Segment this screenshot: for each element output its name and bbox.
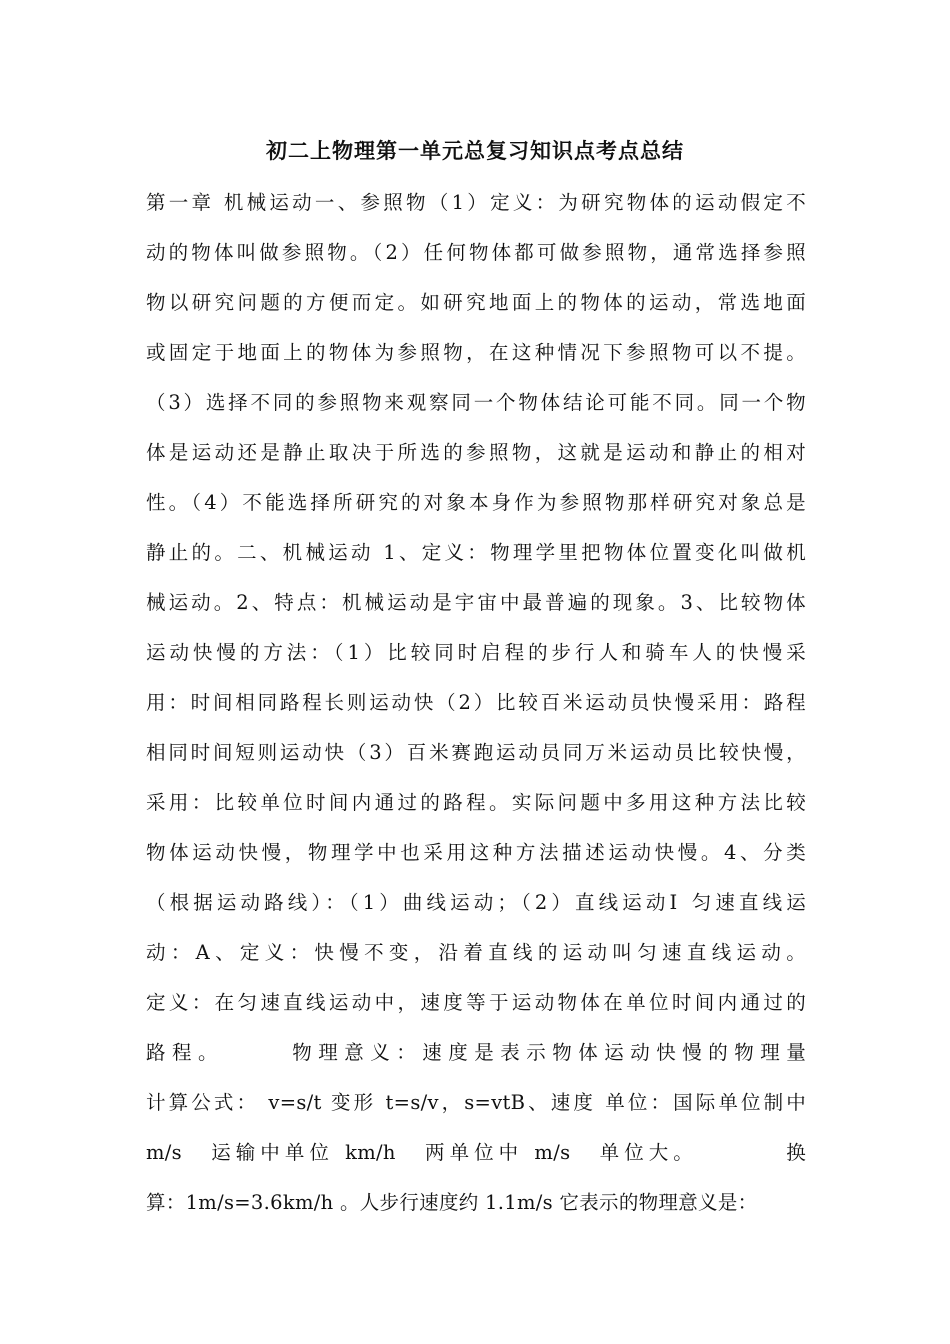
body-line-4: 或固定于地面上的物体为参照物，在这种情况下参照物可以不提。	[146, 341, 806, 364]
body-line-13: 采用：比较单位时间内通过的路程。实际问题中多用这种方法比较	[146, 791, 806, 814]
body-line-10: 运动快慢的方法：（1）比较同时启程的步行人和骑车人的快慢采	[146, 641, 806, 664]
body-line-18: 路程。 物理意义：速度是表示物体运动快慢的物理量	[146, 1041, 806, 1064]
body-line-19: 计算公式： v=s/t 变形 t=s/v，s=vtB、速度 单位：国际单位制中	[146, 1091, 806, 1114]
body-line-1: 第一章 机械运动一、参照物（1）定义：为研究物体的运动假定不	[146, 191, 806, 214]
body-line-5: （3）选择不同的参照物来观察同一个物体结论可能不同。同一个物	[146, 391, 806, 414]
body-line-3: 物以研究问题的方便而定。如研究地面上的物体的运动，常选地面	[146, 291, 806, 314]
body-line-20: m/s 运输中单位 km/h 两单位中 m/s 单位大。 换	[146, 1141, 806, 1164]
document-title: 初二上物理第一单元总复习知识点考点总结	[266, 139, 684, 163]
body-line-14: 物体运动快慢，物理学中也采用这种方法描述运动快慢。4、分类	[146, 841, 806, 864]
body-line-7: 性。（4）不能选择所研究的对象本身作为参照物那样研究对象总是	[146, 491, 806, 514]
body-line-16: 动：A、定义：快慢不变，沿着直线的运动叫匀速直线运动。	[146, 941, 806, 964]
body-line-21: 算：1m/s=3.6km/h 。人步行速度约 1.1m/s 它表示的物理意义是：	[146, 1191, 758, 1214]
body-line-8: 静止的。二、机械运动 1、定义：物理学里把物体位置变化叫做机	[146, 541, 806, 564]
body-line-9: 械运动。2、特点：机械运动是宇宙中最普遍的现象。3、比较物体	[146, 591, 806, 614]
body-line-6: 体是运动还是静止取决于所选的参照物，这就是运动和静止的相对	[146, 441, 806, 464]
document-body	[146, 185, 806, 1235]
body-line-12: 相同时间短则运动快（3）百米赛跑运动员同万米运动员比较快慢，	[146, 741, 806, 764]
body-line-17: 定义：在匀速直线运动中，速度等于运动物体在单位时间内通过的	[146, 991, 806, 1014]
body-line-11: 用：时间相同路程长则运动快（2）比较百米运动员快慢采用：路程	[146, 691, 806, 714]
body-line-15: （根据运动路线）：（1）曲线运动；（2）直线运动Ⅰ 匀速直线运	[146, 891, 806, 914]
body-line-2: 动的物体叫做参照物。（2）任何物体都可做参照物，通常选择参照	[146, 241, 806, 264]
